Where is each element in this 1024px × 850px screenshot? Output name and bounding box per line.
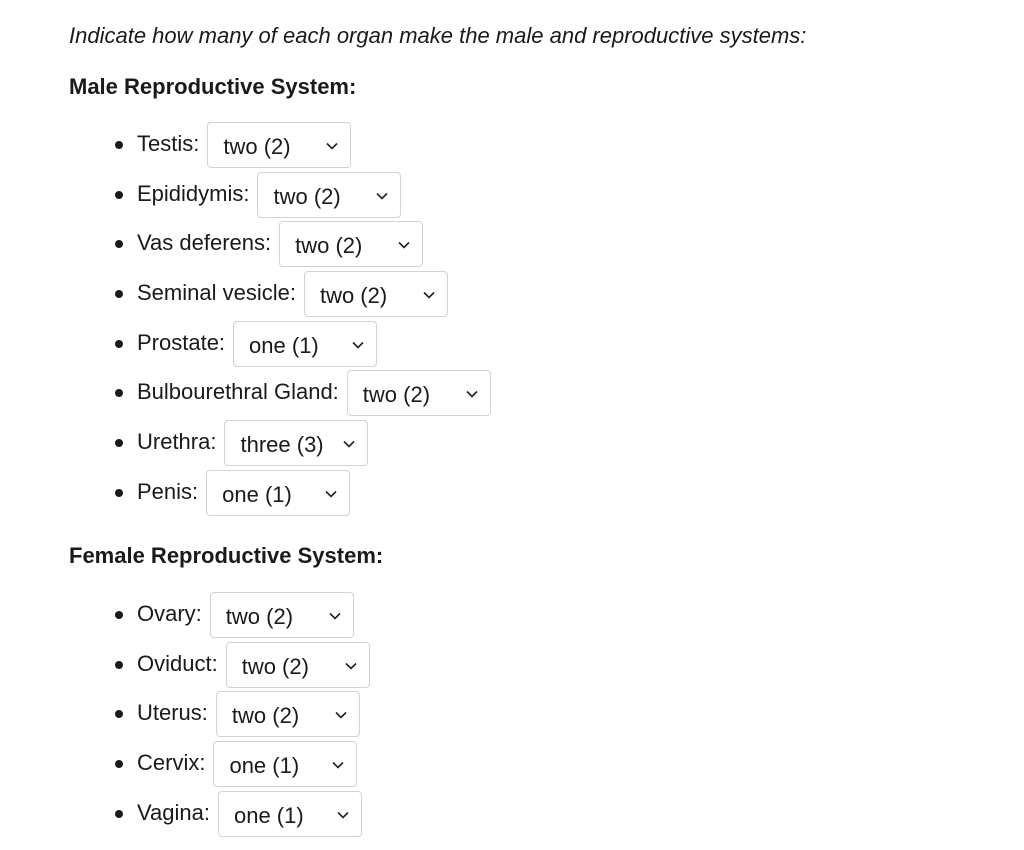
chevron-down-icon [326,142,338,150]
bullet-icon [115,710,123,718]
seminal-vesicle-count-select[interactable] [304,271,448,317]
organ-label: Seminal vesicle: [137,280,296,306]
organ-item-ovary [115,592,370,642]
urethra-count-select[interactable] [224,420,368,466]
organ-item-vas-deferens [115,221,491,271]
organ-label: Prostate: [137,329,226,355]
female-section-title [69,542,383,570]
bullet-icon [115,661,123,669]
organ-item-epididymis [115,172,491,222]
organ-label: Oviduct: [137,650,218,676]
epididymis-count-select[interactable] [257,172,401,218]
uterus-count-select[interactable] [216,691,360,737]
organ-label: Urethra: [137,429,217,455]
organ-label: Vagina: [137,799,210,825]
organ-label: Penis: [137,478,199,504]
bullet-icon [115,489,123,497]
organ-item-vagina [115,791,370,841]
organ-item-bulbourethral-gland [115,370,491,420]
organ-label: Cervix: [137,750,206,776]
oviduct-count-select[interactable] [226,642,370,688]
male-section-title-suffix: : [348,74,357,99]
chevron-down-icon [329,612,341,620]
bullet-icon [115,141,123,149]
select-value: two (2) [295,233,363,259]
chevron-down-icon [335,711,347,719]
bullet-icon [115,760,123,768]
organ-label: Vas deferens: [137,230,272,256]
select-value: two (2) [319,283,388,309]
vas-deferens-count-select[interactable] [279,221,423,267]
testis-count-select[interactable] [207,122,351,168]
select-value: two (2) [223,134,291,159]
penis-count-select[interactable] [206,470,350,516]
organ-item-penis [115,470,491,520]
bullet-icon [115,340,123,348]
chevron-down-icon [466,390,478,398]
select-value: two (2) [241,653,309,679]
chevron-down-icon [343,440,355,448]
organ-label: Uterus: [137,700,208,726]
male-section-title [69,73,356,101]
select-value: one (1) [229,753,300,779]
select-value: three (3) [240,432,324,458]
male-organ-list [115,122,491,520]
select-value: two (2) [362,382,431,408]
female-section-title-suffix: : [375,543,384,568]
bullet-icon [115,290,123,298]
female-section-title-text: Female Reproductive System [69,543,376,568]
organ-label: Testis: [137,131,200,156]
chevron-down-icon [332,761,344,769]
cervix-count-select[interactable] [213,741,357,787]
chevron-down-icon [337,811,349,819]
bullet-icon [115,240,123,248]
organ-label: Epididymis: [137,180,250,206]
select-value: two (2) [231,703,300,729]
bullet-icon [115,389,123,397]
ovary-count-select[interactable] [210,592,354,638]
bullet-icon [115,611,123,619]
select-value: one (1) [222,481,292,507]
female-organ-list [115,592,370,840]
bullet-icon [115,439,123,447]
chevron-down-icon [345,662,357,670]
select-value: two (2) [273,183,341,209]
chevron-down-icon [376,192,388,200]
chevron-down-icon [352,341,364,349]
vagina-count-select[interactable] [218,791,362,837]
select-value: two (2) [225,604,294,629]
bullet-icon [115,191,123,199]
chevron-down-icon [423,291,435,299]
prostate-count-select[interactable] [233,321,377,367]
bullet-icon [115,810,123,818]
organ-label: Bulbourethral Gland: [137,379,339,405]
organ-item-prostate [115,321,491,371]
chevron-down-icon [325,490,337,498]
male-section-title-text: Male Reproductive System [69,74,349,99]
organ-item-cervix [115,741,370,791]
organ-item-urethra [115,420,491,470]
chevron-down-icon [398,241,410,249]
organ-item-testis [115,122,491,172]
organ-item-seminal-vesicle [115,271,491,321]
organ-label: Ovary: [137,601,202,626]
bulbourethral-gland-count-select[interactable] [347,370,491,416]
instruction-text: Indicate how many of each organ make the male and reproductive systems: [69,23,807,48]
organ-item-oviduct [115,642,370,692]
organ-item-uterus [115,691,370,741]
select-value: one (1) [233,802,304,828]
select-value: one (1) [249,332,319,358]
